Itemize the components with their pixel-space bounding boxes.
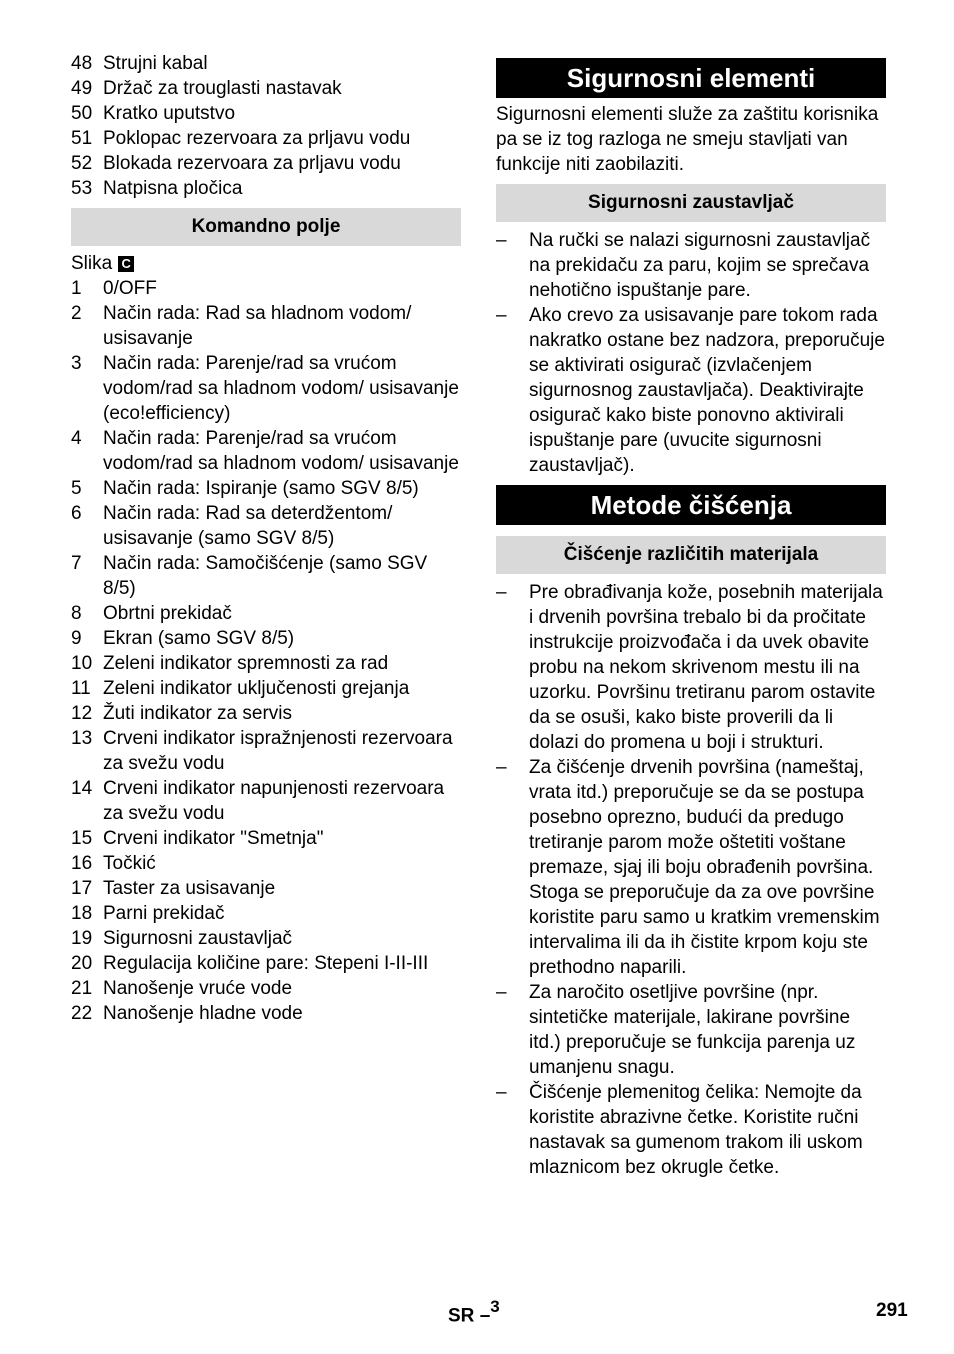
list-item <box>71 826 461 851</box>
item-text: Strujni kabal <box>103 53 208 74</box>
list-item <box>71 776 461 826</box>
item-number: 49 <box>71 78 93 99</box>
materials-heading: Čišćenje različitih materijala <box>496 536 886 574</box>
item-number: 8 <box>71 603 82 624</box>
list-item <box>71 876 461 901</box>
list-item <box>496 980 886 1080</box>
item-text: Način rada: Rad sa deterdžentom/ usisavanje (samo SGV 8/5) <box>103 503 393 549</box>
list-item <box>71 926 461 951</box>
item-text: Za naročito osetljive površine (npr. sintetičke materijale, lakirane površine itd.) preporučuje se funkcija parenja uz umanjenu snagu. <box>529 982 856 1078</box>
list-item <box>71 476 461 501</box>
item-text: Crveni indikator ispražnjenosti rezervoara za svežu vodu <box>103 728 453 774</box>
item-text: Pre obrađivanja kože, posebnih materijala i drvenih površina trebalo bi da pročitate instrukcije proizvođača i da uvek obavite probu na nekom skrivenom mestu ili na uzorku. Površinu tretiranu parom ostavite da se osuši, kako biste proverili da li dolazi do promena u boji i strukturi. <box>529 582 883 753</box>
dash-bullet: – <box>496 230 507 251</box>
item-number: 52 <box>71 153 93 174</box>
list-item <box>496 228 886 303</box>
list-item <box>71 626 461 651</box>
item-number: 10 <box>71 653 93 674</box>
footer-section-label <box>448 1296 500 1328</box>
item-text: Sigurnosni zaustavljač <box>103 928 293 949</box>
item-text: Držač za trouglasti nastavak <box>103 78 342 99</box>
dash-bullet: – <box>496 305 507 326</box>
item-text: Obrtni prekidač <box>103 603 232 624</box>
list-item <box>71 176 461 201</box>
item-text: Ako crevo za usisavanje pare tokom rada nakratko ostane bez nadzora, preporučuje se aktivirati osigurač (izvlačenjem sigurnosnog zaustavljača). Deaktivirajte osigurač kako biste ponovno aktivirali ispuštanje pare (uvucite sigurnosni zaustavljač). <box>529 305 885 476</box>
item-text: Ekran (samo SGV 8/5) <box>103 628 295 649</box>
item-text: Crveni indikator napunjenosti rezervoara za svežu vodu <box>103 778 445 824</box>
dash-bullet: – <box>496 982 507 1003</box>
item-text: Čišćenje plemenitog čelika: Nemojte da koristite abrazivne četke. Koristite ručni nastavak sa gumenom trakom ili uskom mlaznicom bez okrugle četke. <box>529 1082 863 1178</box>
item-text: Poklopac rezervoara za prljavu vodu <box>103 128 411 149</box>
parts-list <box>71 51 461 201</box>
item-text: Način rada: Ispiranje (samo SGV 8/5) <box>103 478 419 499</box>
list-item <box>71 651 461 676</box>
safety-lock-list <box>496 228 886 478</box>
footer-dash: – <box>479 1305 491 1327</box>
list-item <box>71 976 461 1001</box>
list-item <box>71 951 461 976</box>
cleaning-methods-heading: Metode čišćenja <box>496 485 886 525</box>
item-number: 53 <box>71 178 93 199</box>
safety-elements-heading: Sigurnosni elementi <box>496 58 886 98</box>
safety-intro-paragraph: Sigurnosni elementi služe za zaštitu korisnika pa se iz tog razloga ne smeju stavljati van funkcije niti zaobilaziti. <box>496 104 879 175</box>
list-item <box>71 726 461 776</box>
item-number: 6 <box>71 503 82 524</box>
footer-language: SR <box>448 1305 475 1327</box>
item-text: 0/OFF <box>103 278 157 299</box>
list-item <box>71 151 461 176</box>
item-number: 12 <box>71 703 93 724</box>
item-number: 16 <box>71 853 93 874</box>
list-item <box>496 580 886 755</box>
item-text: Način rada: Samočišćenje (samo SGV 8/5) <box>103 553 428 599</box>
item-text: Parni prekidač <box>103 903 225 924</box>
safety-lock-heading: Sigurnosni zaustavljač <box>496 184 886 222</box>
item-text: Zeleni indikator spremnosti za rad <box>103 653 389 674</box>
list-item <box>71 676 461 701</box>
item-number: 3 <box>71 353 82 374</box>
list-item <box>71 901 461 926</box>
item-number: 19 <box>71 928 93 949</box>
item-text: Regulacija količine pare: Stepeni I-II-III <box>103 953 429 974</box>
dash-bullet: – <box>496 757 507 778</box>
item-number: 9 <box>71 628 82 649</box>
item-number: 1 <box>71 278 82 299</box>
list-item <box>71 851 461 876</box>
control-panel-heading: Komandno polje <box>71 208 461 246</box>
list-item <box>71 1001 461 1026</box>
item-number: 51 <box>71 128 93 149</box>
list-item <box>71 501 461 551</box>
item-number: 18 <box>71 903 93 924</box>
item-number: 17 <box>71 878 93 899</box>
item-text: Točkić <box>103 853 156 874</box>
item-number: 2 <box>71 303 82 324</box>
item-text: Blokada rezervoara za prljavu vodu <box>103 153 401 174</box>
item-text: Taster za usisavanje <box>103 878 276 899</box>
item-text: Način rada: Rad sa hladnom vodom/ usisavanje <box>103 303 412 349</box>
list-item <box>71 301 461 351</box>
item-number: 5 <box>71 478 82 499</box>
item-number: 13 <box>71 728 93 749</box>
item-text: Zeleni indikator uključenosti grejanja <box>103 678 410 699</box>
item-number: 21 <box>71 978 93 999</box>
right-column <box>496 51 886 1180</box>
list-item <box>71 76 461 101</box>
footer-section-page: 3 <box>490 1297 500 1316</box>
dash-bullet: – <box>496 1082 507 1103</box>
item-number: 50 <box>71 103 93 124</box>
dash-bullet: – <box>496 582 507 603</box>
left-column <box>71 51 461 1026</box>
item-text: Crveni indikator "Smetnja" <box>103 828 324 849</box>
item-text: Kratko uputstvo <box>103 103 236 124</box>
item-text: Na ručki se nalazi sigurnosni zaustavljač na prekidaču za paru, kojim se sprečava nehotično ispuštanje pare. <box>529 230 871 301</box>
item-number: 15 <box>71 828 93 849</box>
item-number: 14 <box>71 778 93 799</box>
list-item <box>71 276 461 301</box>
item-text: Žuti indikator za servis <box>103 703 293 724</box>
list-item <box>496 303 886 478</box>
item-text: Natpisna pločica <box>103 178 243 199</box>
item-number: 20 <box>71 953 93 974</box>
list-item <box>496 755 886 980</box>
figure-letter-badge: C <box>118 256 134 272</box>
figure-reference <box>71 251 461 276</box>
list-item <box>71 701 461 726</box>
item-number: 48 <box>71 53 93 74</box>
list-item <box>71 126 461 151</box>
figure-label: Slika <box>71 253 113 274</box>
list-item <box>71 601 461 626</box>
item-text: Način rada: Parenje/rad sa vrućom vodom/rad sa hladnom vodom/ usisavanje <box>103 428 459 474</box>
list-item <box>71 426 461 476</box>
list-item <box>71 551 461 601</box>
list-item <box>71 351 461 426</box>
item-number: 4 <box>71 428 82 449</box>
footer-page-number: 291 <box>876 1300 908 1321</box>
controls-list <box>71 276 461 1026</box>
item-number: 22 <box>71 1003 93 1024</box>
item-text: Za čišćenje drvenih površina (nameštaj, vrata itd.) preporučuje se da se postupa posebno oprezno, budući da predugo tretiranje parom može oštetiti voštane premaze, sjaj ili boju obrađenih površina. Stoga se preporučuje da za ove površine koristite paru samo u kratkim vremenskim intervalima ili da ih čistite krpom koju ste prethodno naparili. <box>529 757 880 978</box>
item-number: 7 <box>71 553 82 574</box>
item-number: 11 <box>71 678 91 699</box>
list-item <box>496 1080 886 1180</box>
list-item <box>71 101 461 126</box>
materials-list <box>496 580 886 1180</box>
item-text: Nanošenje hladne vode <box>103 1003 303 1024</box>
item-text: Nanošenje vruće vode <box>103 978 293 999</box>
item-text: Način rada: Parenje/rad sa vrućom vodom/rad sa hladnom vodom/ usisavanje (eco!efficiency) <box>103 353 459 424</box>
list-item <box>71 51 461 76</box>
